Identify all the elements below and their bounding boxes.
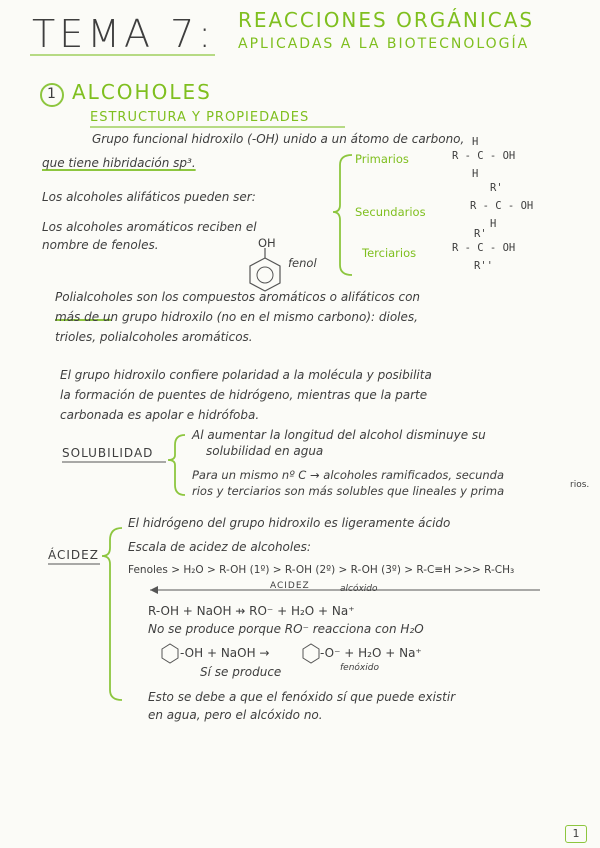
subheading: ESTRUCTURA Y PROPIEDADES <box>90 110 310 125</box>
phenol-ring <box>250 258 280 291</box>
conclusion-line2: en agua, pero el alcóxido no. <box>148 708 323 722</box>
type-secundarios-bottom: H <box>490 218 497 230</box>
section-heading: ALCOHOLES <box>72 80 212 104</box>
acidez-scale: Fenoles > H₂O > R-OH (1º) > R-OH (2º) > R-OH (3º) > R-C≡H >>> R-CH₃ <box>128 564 515 576</box>
acidez-arrow-label: ACIDEZ <box>270 581 310 591</box>
structure-p3-line2: nombre de fenoles. <box>42 238 159 252</box>
page-number: 1 <box>565 825 587 843</box>
structure-line1: Grupo funcional hidroxilo (-OH) unido a un átomo de carbono, <box>92 132 465 146</box>
type-secundarios-top: R' <box>490 182 503 194</box>
solubilidad-brace <box>168 435 185 495</box>
types-brace <box>333 155 352 275</box>
si-produce: Sí se produce <box>200 665 282 679</box>
fenoxido-label: fenóxido <box>340 663 379 673</box>
section-number: 1 <box>47 86 56 102</box>
alcoxido-label: alcóxido <box>340 584 378 594</box>
type-terciarios-bottom: R'' <box>474 260 493 272</box>
phenol-label: fenol <box>288 256 317 270</box>
type-primarios-top: H <box>472 136 479 148</box>
polialcoholes-line1: Polialcoholes son los compuestos aromáticos o alifáticos con <box>55 290 421 304</box>
solubilidad-item2-line3: rios. <box>570 480 590 490</box>
polaridad-line3: carbonada es apolar e hidrófoba. <box>60 408 260 422</box>
polaridad-line1: El grupo hidroxilo confiere polaridad a la molécula y posibilita <box>60 368 432 382</box>
phenol-oh: OH <box>258 236 276 250</box>
structure-line2: que tiene hibridación sp³. <box>42 156 196 170</box>
acidez-item2: Escala de acidez de alcoholes: <box>128 540 311 554</box>
polialcoholes-line3: trioles, polialcoholes aromáticos. <box>55 330 253 344</box>
type-terciarios-top: R' <box>474 228 487 240</box>
reaction2-left: -OH + NaOH → <box>180 646 270 660</box>
reaction2-right: -O⁻ + H₂O + Na⁺ <box>320 646 422 660</box>
polialcoholes-line2: más de un grupo hidroxilo (no en el mismo carbono): dioles, <box>55 310 418 324</box>
reaction1-note: No se produce porque RO⁻ reacciona con H₂O <box>148 622 424 636</box>
type-terciarios-label: Terciarios <box>362 246 417 260</box>
type-secundarios-label: Secundarios <box>355 205 426 219</box>
solubilidad-item1-line2: solubilidad en agua <box>206 444 324 458</box>
solubilidad-item2-line1: Para un mismo nº C → alcoholes ramificados, secunda <box>192 468 505 482</box>
solubilidad-item1-line1: Al aumentar la longitud del alcohol disminuye su <box>192 428 486 442</box>
structure-p3-line1: Los alcoholes aromáticos reciben el <box>42 220 257 234</box>
type-primarios-bottom: H <box>472 168 479 180</box>
solubilidad-item2-line2: rios y terciarios son más solubles que lineales y prima <box>192 484 505 498</box>
tema-label: TEMA 7: <box>32 12 216 56</box>
acidez-brace <box>102 528 122 700</box>
structure-p2: Los alcoholes alifáticos pueden ser: <box>42 190 256 204</box>
type-primarios-label: Primarios <box>355 152 409 166</box>
title-line2: APLICADAS A LA BIOTECNOLOGÍA <box>238 36 530 52</box>
type-secundarios-formula: R - C - OH <box>470 200 534 212</box>
reaction1: R-OH + NaOH ⇸ RO⁻ + H₂O + Na⁺ <box>148 604 355 618</box>
type-primarios-formula: R - C - OH <box>452 150 516 162</box>
acidez-label: ÁCIDEZ <box>48 548 99 562</box>
acidez-item1: El hidrógeno del grupo hidroxilo es ligeramente ácido <box>128 516 451 530</box>
polaridad-line2: la formación de puentes de hidrógeno, mientras que la parte <box>60 388 428 402</box>
conclusion-line1: Esto se debe a que el fenóxido sí que puede existir <box>148 690 456 704</box>
solubilidad-label: SOLUBILIDAD <box>62 446 154 460</box>
type-terciarios-formula: R - C - OH <box>452 242 516 254</box>
title-line1: REACCIONES ORGÁNICAS <box>238 8 535 32</box>
